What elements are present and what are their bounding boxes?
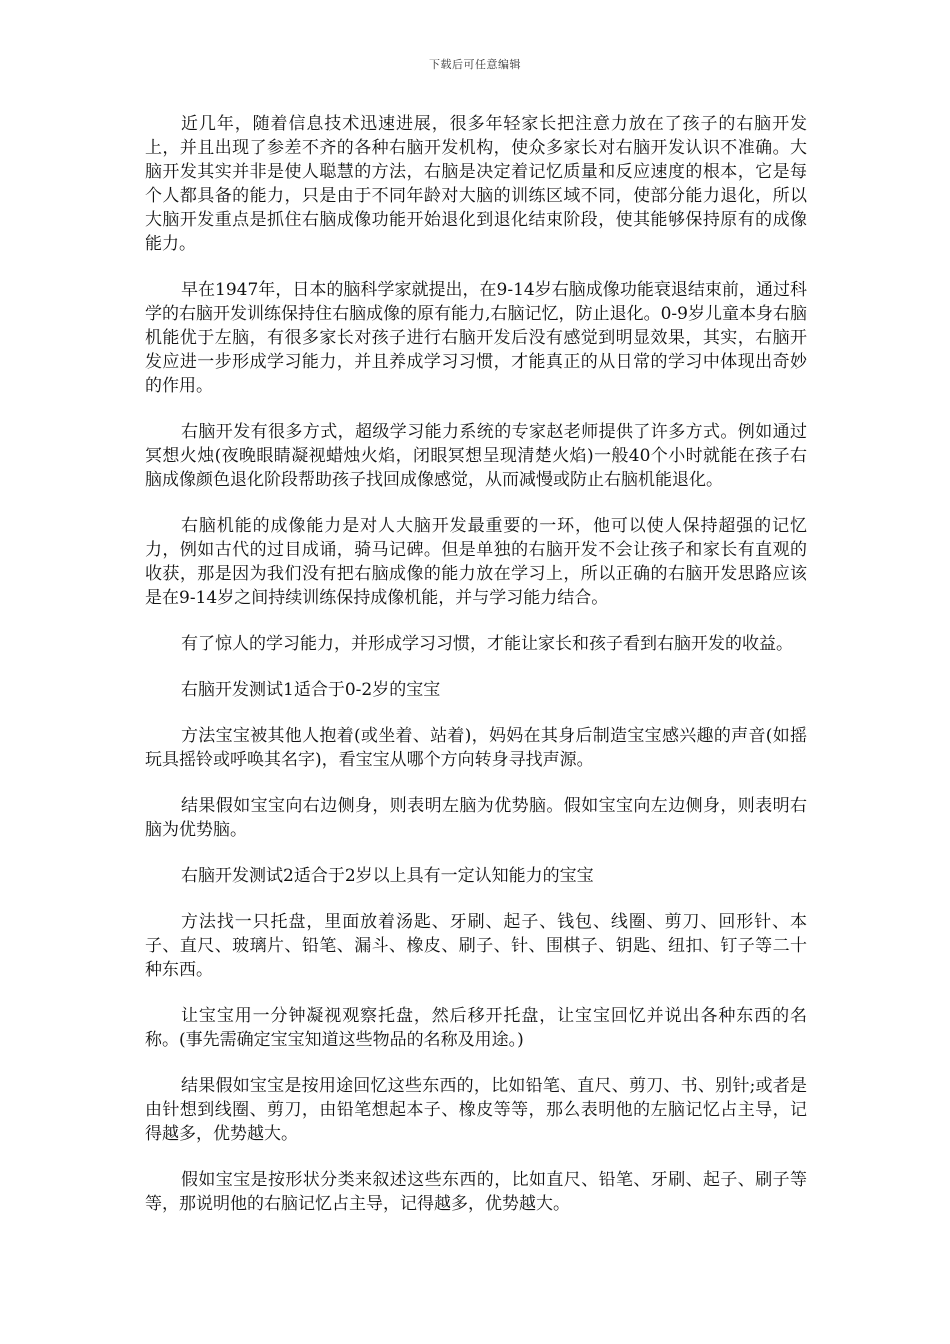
page-header: 下载后可任意编辑: [429, 58, 521, 71]
paragraph: 右脑机能的成像能力是对人大脑开发最重要的一环，他可以使人保持超强的记忆力，例如古代的过目成诵，骑马记碑。但是单独的右脑开发不会让孩子和家长有直观的收获，那是因为我们没有把右脑成像的能力放在学习上，所以正确的右脑开发思路应该是在9-14岁之间持续训练保持成像机能，并与学习能力结合。: [145, 516, 807, 608]
paragraph: 右脑开发有很多方式，超级学习能力系统的专家赵老师提供了许多方式。例如通过冥想火烛(夜晚眼睛凝视蜡烛火焰，闭眼冥想呈现清楚火焰)一般40个小时就能在孩子右脑成像颜色退化阶段帮助孩子找回成像感觉，从而减慢或防止右脑机能退化。: [145, 422, 807, 490]
document-body: [145, 112, 807, 1238]
paragraph: 结果假如宝宝是按用途回忆这些东西的，比如铅笔、直尺、剪刀、书、别针;或者是由针想到线圈、剪刀，由铅笔想起本子、橡皮等等，那么表明他的左脑记忆占主导，记得越多，优势越大。: [145, 1076, 807, 1144]
paragraph: 假如宝宝是按形状分类来叙述这些东西的，比如直尺、铅笔、牙刷、起子、刷子等等，那说明他的右脑记忆占主导，记得越多，优势越大。: [145, 1170, 807, 1214]
paragraph: 有了惊人的学习能力，并形成学习习惯，才能让家长和孩子看到右脑开发的收益。: [181, 634, 793, 654]
paragraph: 方法找一只托盘，里面放着汤匙、牙刷、起子、钱包、线圈、剪刀、回形针、本子、直尺、玻璃片、铅笔、漏斗、橡皮、刷子、针、围棋子、钥匙、纽扣、钉子等二十种东西。: [145, 912, 807, 980]
paragraph: 让宝宝用一分钟凝视观察托盘，然后移开托盘，让宝宝回忆并说出各种东西的名称。(事先需确定宝宝知道这些物品的名称及用途。): [145, 1006, 807, 1050]
paragraph: 早在1947年，日本的脑科学家就提出，在9-14岁右脑成像功能衰退结束前，通过科学的右脑开发训练保持住右脑成像的原有能力,右脑记忆，防止退化。0-9岁儿童本身右脑机能优于左脑，有很多家长对孩子进行右脑开发后没有感觉到明显效果，其实，右脑开发应进一步形成学习能力，并且养成学习习惯，才能真正的从日常的学习中体现出奇妙的作用。: [145, 280, 807, 396]
paragraph: 结果假如宝宝向右边侧身，则表明左脑为优势脑。假如宝宝向左边侧身，则表明右脑为优势脑。: [145, 796, 807, 840]
section-heading: 右脑开发测试1适合于0-2岁的宝宝: [181, 680, 441, 700]
section-heading: 右脑开发测试2适合于2岁以上具有一定认知能力的宝宝: [181, 866, 594, 886]
paragraph: 近几年，随着信息技术迅速进展，很多年轻家长把注意力放在了孩子的右脑开发上，并且出现了参差不齐的各种右脑开发机构，使众多家长对右脑开发认识不准确。大脑开发其实并非是使人聪慧的方法，右脑是决定着记忆质量和反应速度的根本，它是每个人都具备的能力，只是由于不同年龄对大脑的训练区域不同，使部分能力退化，所以大脑开发重点是抓住右脑成像功能开始退化到退化结束阶段，使其能够保持原有的成像能力。: [145, 114, 807, 254]
paragraph: 方法宝宝被其他人抱着(或坐着、站着)，妈妈在其身后制造宝宝感兴趣的声音(如摇玩具摇铃或呼唤其名字)，看宝宝从哪个方向转身寻找声源。: [145, 726, 807, 770]
